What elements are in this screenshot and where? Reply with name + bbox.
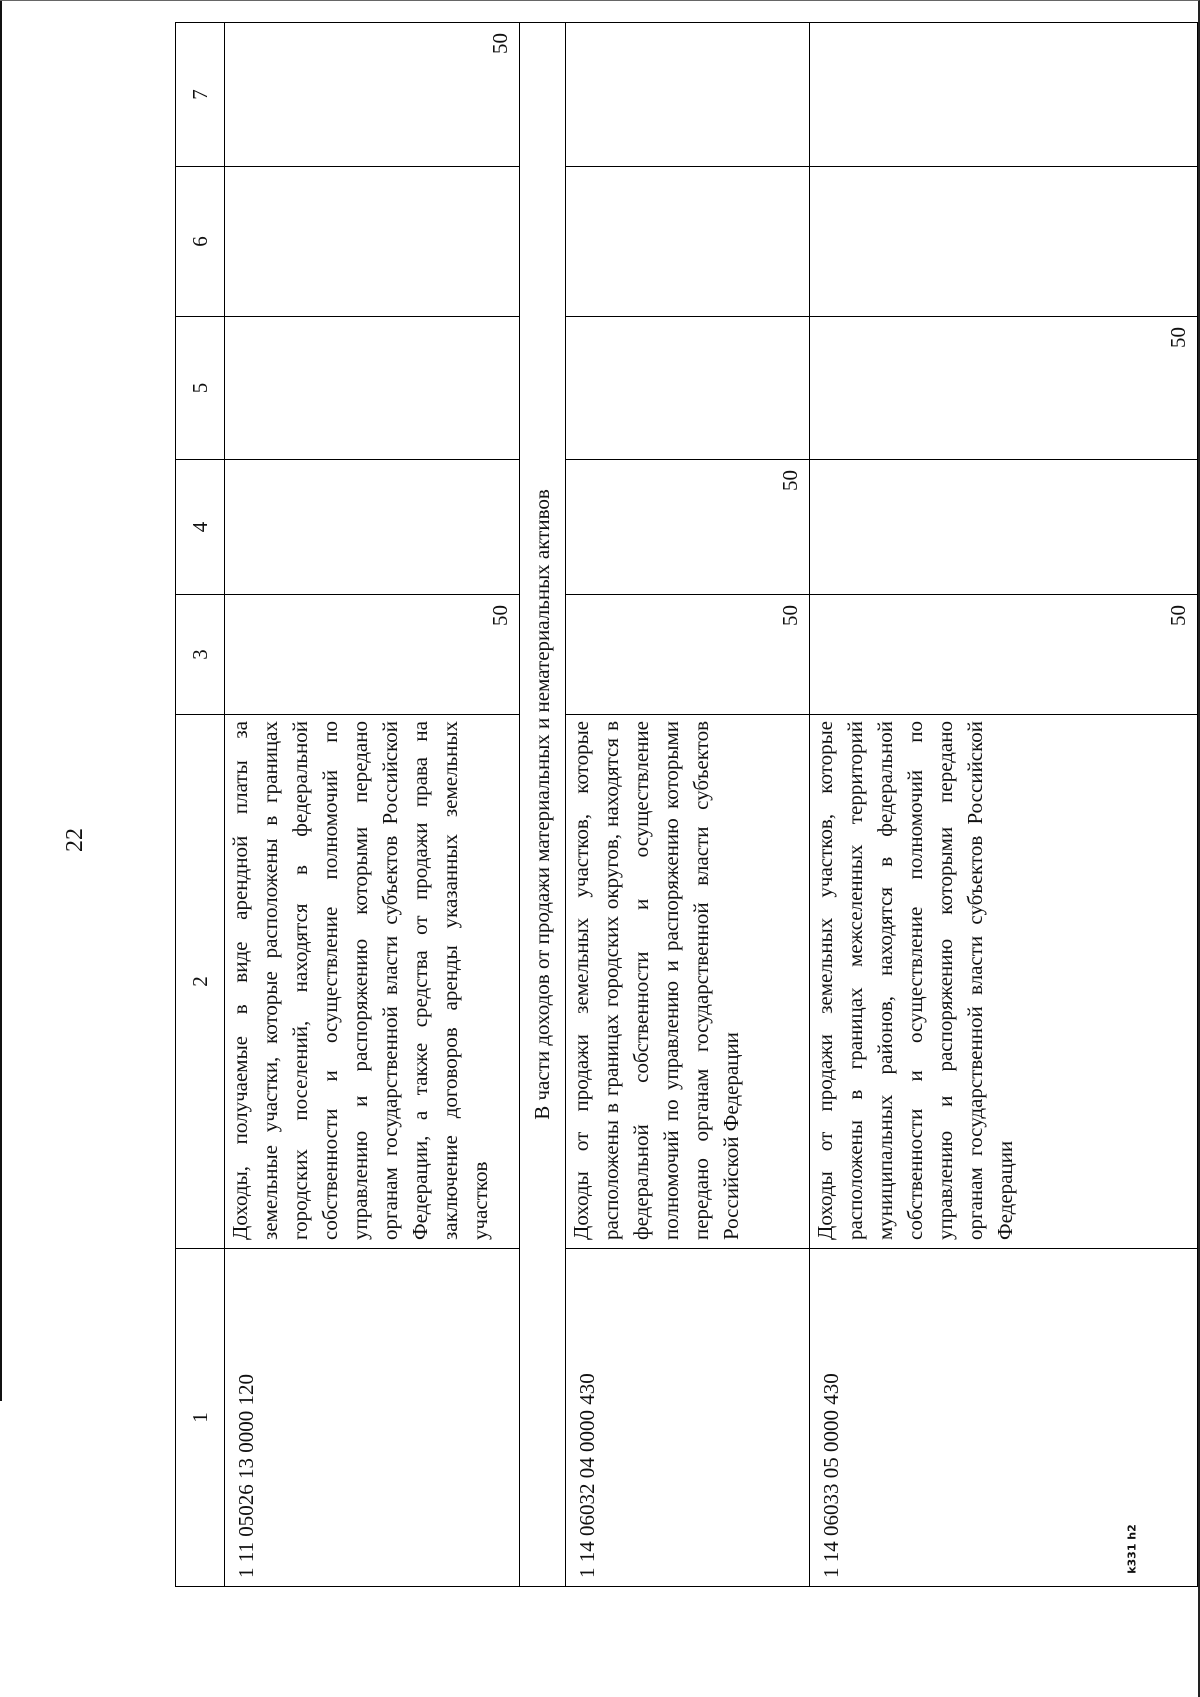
value-cell-col4 <box>225 460 520 595</box>
table-row <box>225 23 520 1587</box>
document-stamp: k331 h2 <box>1125 1524 1139 1574</box>
value-cell-col4 <box>810 460 1198 595</box>
table-header-row <box>176 23 225 1587</box>
value-cell-col3: 50 <box>225 595 520 715</box>
column-header: 1 <box>176 1249 225 1587</box>
table-row <box>565 23 809 1587</box>
column-header: 3 <box>176 595 225 715</box>
column-header: 7 <box>176 23 225 167</box>
section-row <box>519 23 565 1587</box>
table-row <box>810 23 1198 1587</box>
value-cell-col5 <box>565 317 809 460</box>
revenue-code-cell: 1 14 06032 04 0000 430 <box>565 1249 809 1587</box>
revenue-name-cell: Доходы от продажи земельных участков, которые расположены в границах городских округов, находятся в федеральной собственности и осуществление полномочий по управлению и распоряжению которыми передано органам государственной власти субъектов Российской Федерации <box>565 715 809 1249</box>
value-cell-col4: 50 <box>565 460 809 595</box>
value-cell-col6 <box>810 167 1198 317</box>
value-cell-col7 <box>810 23 1198 167</box>
revenue-code-cell: 1 11 05026 13 0000 120 <box>225 1249 520 1587</box>
value-cell-col3: 50 <box>565 595 809 715</box>
column-header: 2 <box>176 715 225 1249</box>
value-cell-col7: 50 <box>225 23 520 167</box>
value-cell-col6 <box>225 167 520 317</box>
column-header: 5 <box>176 317 225 460</box>
revenue-code-cell: 1 14 06033 05 0000 430 <box>810 1249 1198 1587</box>
revenue-distribution-table-container <box>175 33 1198 1587</box>
value-cell-col7 <box>565 23 809 167</box>
column-header: 4 <box>176 460 225 595</box>
value-cell-col5 <box>225 317 520 460</box>
page-number: 22 <box>62 828 88 852</box>
revenue-name-cell: Доходы от продажи земельных участков, которые расположены в границах межселенных территорий муниципальных районов, находятся в федеральной собственности и осуществление полномочий по управлению и распоряжению которыми передано органам государственной власти субъектов Российской Федерации <box>810 715 1198 1249</box>
section-title: В части доходов от продажи материальных и нематериальных активов <box>519 23 565 1587</box>
value-cell-col6 <box>565 167 809 317</box>
value-cell-col3: 50 <box>810 595 1198 715</box>
column-header: 6 <box>176 167 225 317</box>
value-cell-col5: 50 <box>810 317 1198 460</box>
revenue-name-cell: Доходы, получаемые в виде арендной платы за земельные участки, которые расположены в границах городских поселений, находятся в федеральной собственности и осуществление полномочий по управлению и распоряжению которыми передано органам государственной власти субъектов Российской Федерации, а также средства от продажи права на заключение договоров аренды указанных земельных участков <box>225 715 520 1249</box>
revenue-distribution-table <box>175 22 1198 1587</box>
